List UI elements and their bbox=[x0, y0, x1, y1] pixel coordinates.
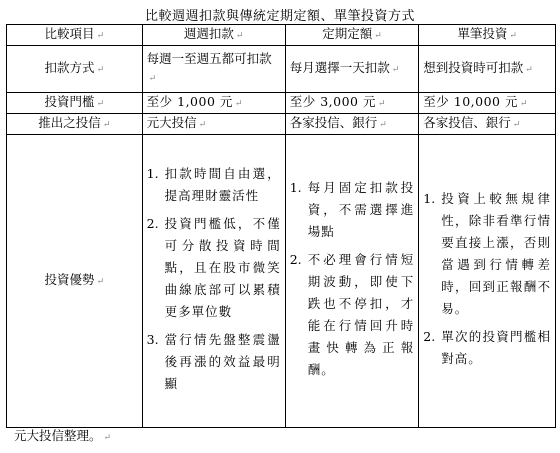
row-label-cell bbox=[7, 114, 143, 135]
list-number: 2. bbox=[289, 252, 302, 267]
row-label: 投資優勢 bbox=[44, 272, 95, 287]
header-label: 週週扣款 bbox=[183, 26, 234, 41]
paragraph-mark-icon: ↵ bbox=[96, 277, 105, 287]
paragraph-mark-icon: ↵ bbox=[519, 99, 528, 109]
table-cell bbox=[285, 114, 419, 135]
list-text: 單次的投資門檻相對高。 bbox=[441, 329, 551, 366]
table-row bbox=[7, 114, 556, 135]
advantage-list bbox=[423, 188, 551, 370]
table-row bbox=[7, 135, 556, 428]
table-row bbox=[7, 93, 556, 114]
cell-text: 各家投信、銀行 bbox=[423, 115, 511, 130]
list-item bbox=[147, 213, 281, 323]
paragraph-mark-icon: ↵ bbox=[96, 31, 105, 41]
row-label-cell bbox=[7, 93, 143, 114]
table-cell bbox=[142, 46, 285, 93]
list-text: 扣款時間自由選，提高理財靈活性 bbox=[164, 166, 281, 203]
table-cell bbox=[142, 114, 285, 135]
paragraph-mark-icon: ↵ bbox=[509, 31, 517, 41]
header-cell bbox=[285, 25, 419, 46]
cell-text: 至少 1,000 元 bbox=[146, 94, 233, 109]
header-label: 定期定額 bbox=[322, 26, 373, 41]
cell-text: 至少 3,000 元 bbox=[289, 94, 376, 109]
cell-text: 每週一至週五都可扣款 bbox=[146, 51, 272, 66]
paragraph-mark-icon: ↵ bbox=[391, 65, 400, 75]
table-row bbox=[7, 46, 556, 93]
table-cell bbox=[285, 93, 419, 114]
paragraph-mark-icon: ↵ bbox=[96, 99, 105, 109]
table-cell bbox=[285, 135, 419, 428]
list-text: 投資門檻低，不僅可分散投資時間點，且在股市微笑曲線底部可以累積更多單位數 bbox=[164, 216, 281, 319]
paragraph-mark-icon: ↵ bbox=[148, 74, 157, 84]
list-item bbox=[147, 329, 281, 395]
table-cell bbox=[419, 114, 556, 135]
comparison-table bbox=[6, 24, 556, 428]
paragraph-mark-icon: ↵ bbox=[525, 65, 533, 75]
row-label-cell bbox=[7, 46, 143, 93]
source-note bbox=[14, 426, 111, 444]
paragraph-mark-icon: ↵ bbox=[102, 120, 111, 130]
cell-text: 各家投信、銀行 bbox=[289, 115, 378, 130]
table-cell bbox=[142, 93, 285, 114]
list-number: 1. bbox=[146, 166, 159, 181]
header-cell bbox=[7, 25, 143, 46]
row-label-cell bbox=[7, 135, 143, 428]
table-cell bbox=[419, 135, 556, 428]
header-cell bbox=[142, 25, 285, 46]
list-text: 投資上較無規律性，除非看準行情要直接上漲，否則當遇到行情轉差時，回到正報酬不易。 bbox=[441, 191, 551, 316]
header-cell bbox=[419, 25, 556, 46]
list-item bbox=[423, 326, 551, 370]
list-item bbox=[290, 177, 415, 243]
list-text: 不必理會行情短期波動，即使下跌也不停扣，才能在行情回升時畫快轉為正報酬。 bbox=[307, 252, 415, 377]
paragraph-mark-icon: ↵ bbox=[379, 120, 387, 130]
list-item bbox=[423, 188, 551, 320]
table-header-row bbox=[7, 25, 556, 46]
advantage-list bbox=[147, 163, 281, 395]
list-text: 每月固定扣款投資，不需選擇進場點 bbox=[307, 180, 415, 239]
page-title: 比較週週扣款與傳統定期定額、單筆投資方式 bbox=[144, 9, 415, 24]
paragraph-mark-icon: ↵ bbox=[198, 120, 207, 130]
table-cell bbox=[142, 135, 285, 428]
list-number: 2. bbox=[423, 329, 436, 344]
list-item bbox=[290, 249, 415, 381]
table-cell bbox=[419, 93, 556, 114]
header-label: 比較項目 bbox=[44, 26, 95, 41]
list-number: 1. bbox=[423, 191, 436, 206]
row-label: 投資門檻 bbox=[44, 94, 95, 109]
cell-text: 每月選擇一天扣款 bbox=[289, 60, 390, 75]
table-cell bbox=[285, 46, 419, 93]
list-item bbox=[147, 163, 281, 207]
paragraph-mark-icon: ↵ bbox=[96, 65, 105, 75]
list-number: 3. bbox=[146, 332, 159, 347]
paragraph-mark-icon: ↵ bbox=[103, 433, 112, 443]
paragraph-mark-icon: ↵ bbox=[374, 31, 382, 41]
source-note-text: 元大投信整理。 bbox=[14, 428, 102, 443]
header-label: 單筆投資 bbox=[457, 26, 508, 41]
advantage-list bbox=[290, 177, 415, 381]
list-number: 2. bbox=[146, 216, 159, 231]
paragraph-mark-icon: ↵ bbox=[234, 99, 243, 109]
list-number: 1. bbox=[289, 180, 302, 195]
cell-text: 元大投信 bbox=[146, 115, 197, 130]
cell-text: 至少 10,000 元 bbox=[423, 94, 518, 109]
paragraph-mark-icon: ↵ bbox=[512, 120, 521, 130]
table-cell bbox=[419, 46, 556, 93]
paragraph-mark-icon: ↵ bbox=[377, 99, 386, 109]
cell-text: 想到投資時可扣款 bbox=[423, 60, 524, 75]
row-label: 推出之投信 bbox=[38, 115, 101, 130]
row-label: 扣款方式 bbox=[44, 60, 95, 75]
paragraph-mark-icon: ↵ bbox=[235, 31, 244, 41]
list-text: 當行情先盤整震盪後再漲的效益最明顯 bbox=[164, 332, 281, 391]
